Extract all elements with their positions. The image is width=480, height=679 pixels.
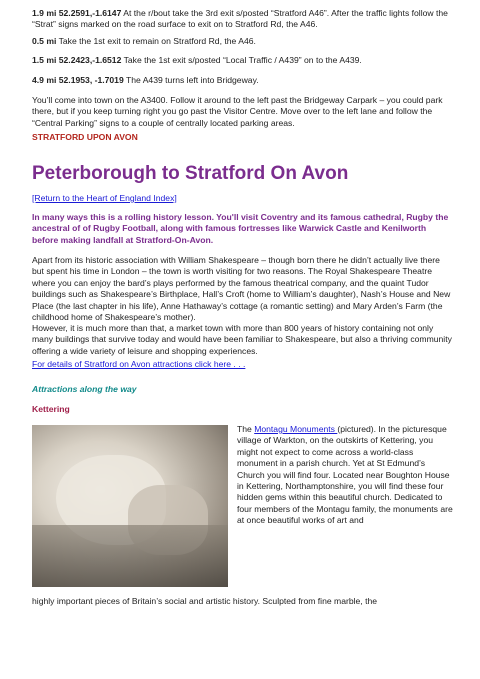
montagu-continued: highly important pieces of Britain’s social and artistic history. Sculpted from fine marble, the	[32, 596, 378, 606]
attractions-label: Attractions along the way	[32, 384, 137, 394]
route-text: Take the 1st exit s/posted “Local Traffic / A439” on to the A439.	[121, 55, 362, 65]
route-distance: 0.5 mi	[32, 36, 57, 46]
intro-paragraph: In many ways this is a rolling history lesson. You'll visit Coventry and its famous cathedral, Rugby the ancestral of of Rugby Football, along with famous fortresses like Warwick Castle and Kenilworth before making landfall at Stratford-On-Avon.	[32, 212, 449, 245]
return-index-link[interactable]: [Return to the Heart of England Index]	[32, 193, 177, 203]
section-label: STRATFORD UPON AVON	[32, 132, 138, 142]
route-step-1	[32, 8, 452, 31]
arrival-paragraph: You’ll come into town on the A3400. Follow it around to the left past the Bridgeway Carpark – you could park there, but if you keep turning right you go past the Visitor Centre. Move over to the left lane and follow the “Central Parking” signs to a couple of centrally located parking areas.	[32, 95, 443, 128]
route-step-2	[32, 36, 452, 47]
route-distance: 1.5 mi 52.2423,-1.6512	[32, 55, 122, 65]
attractions-details-link[interactable]: For details of Stratford on Avon attractions click here . . .	[32, 359, 246, 369]
details-link-line	[32, 359, 452, 370]
page-title: Peterborough to Stratford On Avon	[32, 163, 349, 184]
montagu-paragraph: The Montagu Monuments (pictured). In the picturesque village of Warkton, on the outskirts of Kettering, you might not expect to come across a world-class monument in a parish church. Yet at St Edmund’s Church you will find four. Located near Boughton House in Kettering, Northamptonshire, you will find these four hidden gems within this beautiful church. Dedicated to four members of the Montagu family, the monuments are at once beautiful works of art and	[237, 424, 453, 526]
kettering-label: Kettering	[32, 404, 70, 414]
route-step-3	[32, 55, 452, 66]
montagu-monuments-link[interactable]: Montagu Monuments	[254, 424, 338, 434]
market-town-paragraph: However, it is much more than that, a market town with more than 800 years of history containing not only many buildings that survive today and would have been familiar to Shakespeare, but also a thriving community offering a wide variety of leisure and shopping experiences.	[32, 323, 452, 356]
return-link-line	[32, 193, 452, 204]
route-step-4	[32, 75, 452, 86]
route-text: At the r/bout take the 3rd exit s/posted “Stratford A46”. After the traffic lights follow the “Strat” signs marked on the road surface to exit on to Stratford Rd, the A46.	[32, 8, 448, 30]
montagu-monument-image	[32, 425, 228, 587]
route-text: The A439 turns left into Bridgeway.	[123, 75, 259, 85]
route-distance: 4.9 mi 52.1953, -1.7019	[32, 75, 124, 85]
route-text: Take the 1st exit to remain on Stratford Rd, the A46.	[56, 36, 256, 46]
route-distance: 1.9 mi 52.2591,-1.6147	[32, 8, 122, 18]
history-paragraph: Apart from its historic association with William Shakespeare – though born there he didn’t actually live there but spent his time in London – the town is worth visiting for two reasons. The Royal Shakespeare Theatre where you can enjoy the bard’s plays performed by the famous theatrical company, and the quaint Tudor buildings such as Shakespeare’s Birthplace, Hall’s Croft (home to William’s daughter), Nash’s House and New Place (the last chapter in his life), Anne Hathaway’s cottage (a romantic setting) and Mary Arden’s Farm (the childhood home of Shakespeare’s mother).	[32, 255, 451, 323]
